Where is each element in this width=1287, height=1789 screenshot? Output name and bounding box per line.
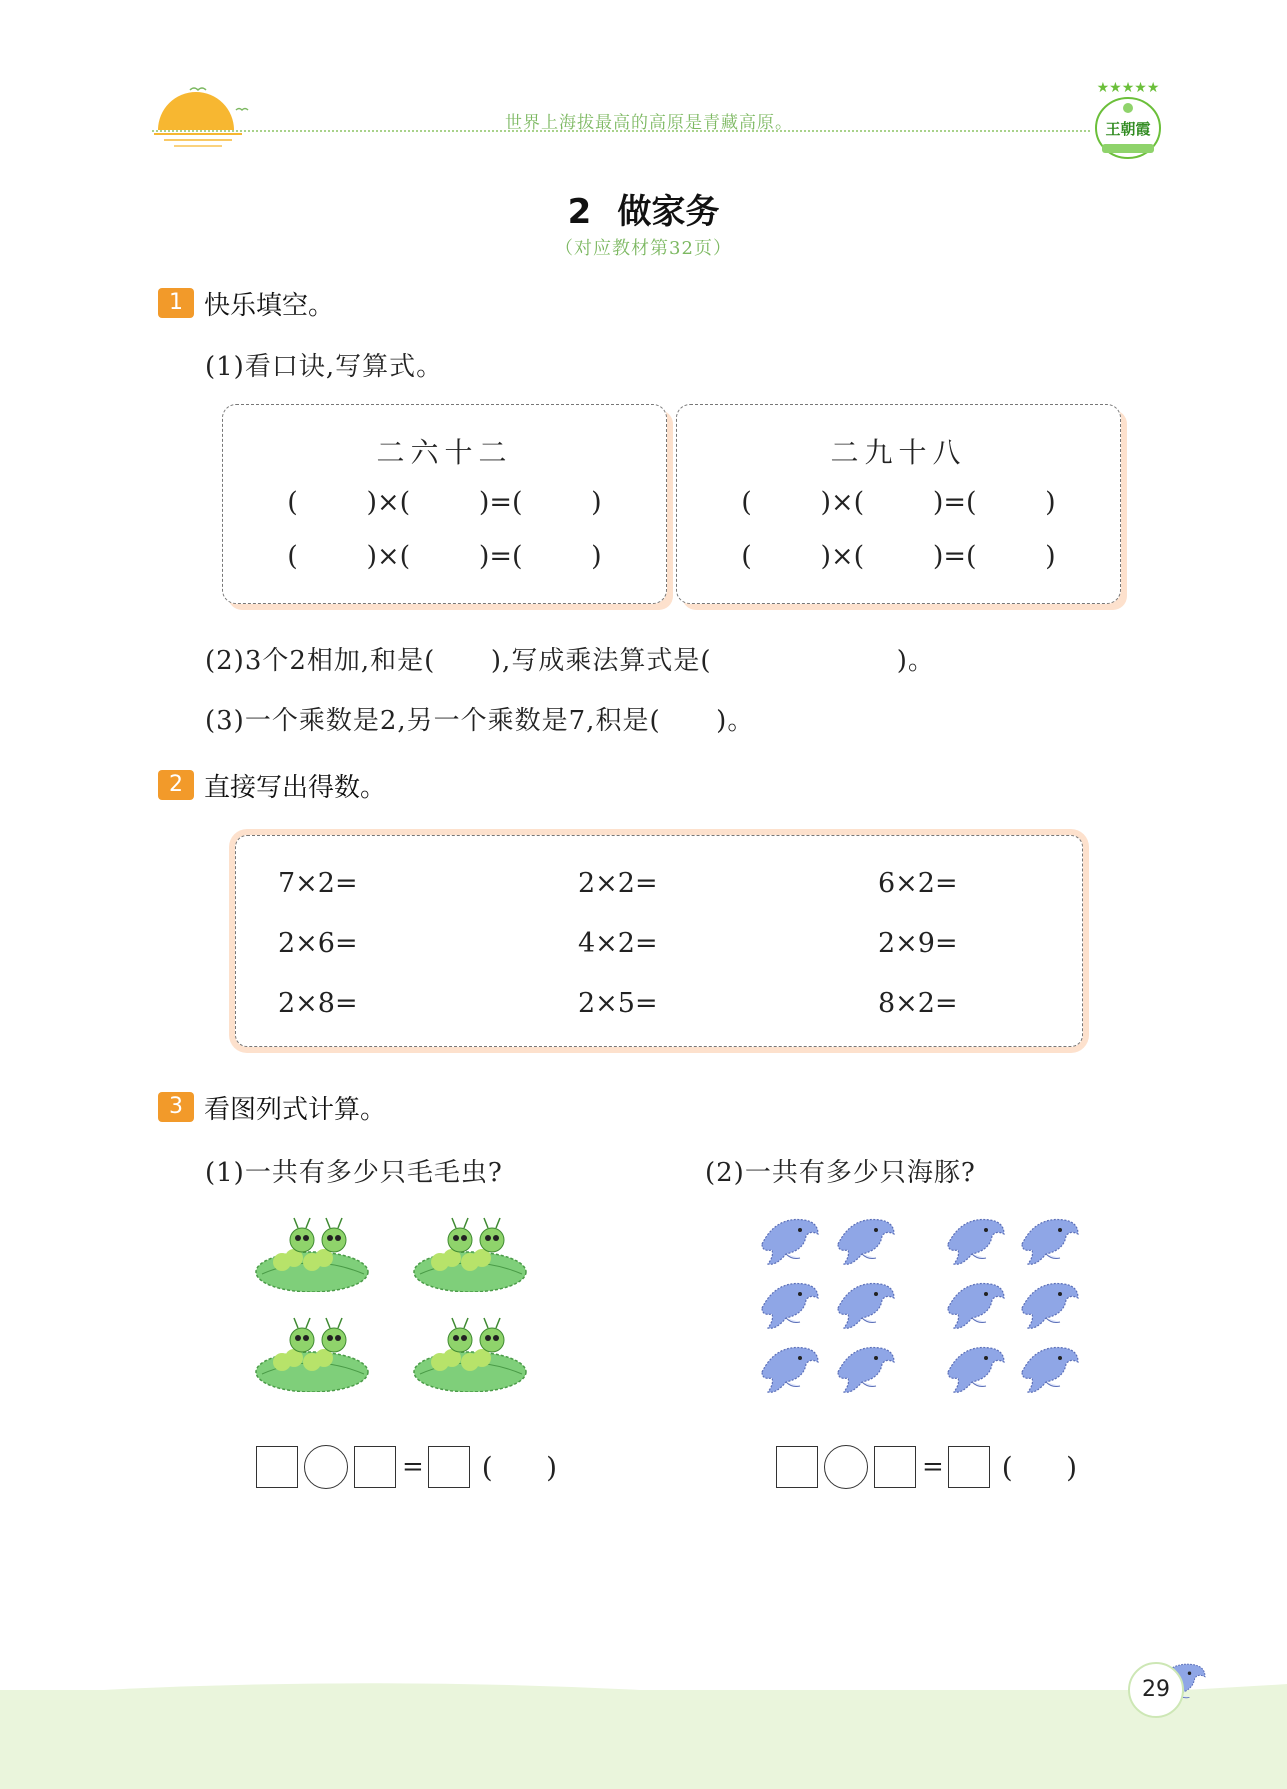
calc-item[interactable]: 2×8= (278, 988, 358, 1019)
answer-box[interactable] (256, 1446, 298, 1488)
result-box[interactable] (428, 1446, 470, 1488)
dolphin-icon (832, 1338, 898, 1396)
caterpillar-group (410, 1212, 530, 1292)
svg-text:★★★★★: ★★★★★ (1096, 80, 1160, 96)
dolphin-icon (942, 1274, 1008, 1332)
lesson-title: 做家务 (617, 192, 720, 232)
dolphin-icon (942, 1338, 1008, 1396)
result-box[interactable] (948, 1446, 990, 1488)
verse-right: 二九十八 (830, 436, 967, 469)
dolphin-icon (1016, 1338, 1082, 1396)
dolphin-icon (1016, 1210, 1082, 1268)
section-3-heading (158, 1092, 387, 1125)
dolphin-icon (1016, 1274, 1082, 1332)
question-3-1: (1)一共有多少只毛毛虫? (205, 1158, 503, 1188)
logo-text: 王朝霞 (1105, 120, 1151, 138)
section-2-title: 直接写出得数。 (204, 772, 387, 803)
lesson-number: 2 (567, 192, 592, 232)
verse-box-right (676, 404, 1121, 604)
footer-band (0, 1690, 1287, 1789)
calc-item[interactable]: 4×2= (578, 928, 658, 959)
textbook-reference: （对应教材第32页） (555, 238, 732, 259)
calc-item[interactable]: 2×2= (578, 868, 658, 899)
section-1-heading (158, 288, 335, 321)
page-title (0, 184, 1287, 233)
dolphin-icon (756, 1210, 822, 1268)
operator-circle[interactable] (824, 1445, 868, 1489)
dolphin-icon (832, 1210, 898, 1268)
verse-right-eq-1[interactable]: ( )×( )=( ) (741, 487, 1056, 518)
dolphin-icon (756, 1338, 822, 1396)
dolphin-icon (832, 1274, 898, 1332)
dolphin-icon (942, 1210, 1008, 1268)
sunset-icon (150, 82, 250, 152)
equals-sign: = (402, 1452, 424, 1482)
verse-box-left (222, 404, 667, 604)
caterpillar-group (410, 1312, 530, 1392)
equals-sign: = (922, 1452, 944, 1482)
calc-item[interactable]: 7×2= (278, 868, 358, 899)
answer-box[interactable] (874, 1446, 916, 1488)
calc-box (235, 835, 1083, 1047)
operator-circle[interactable] (304, 1445, 348, 1489)
answer-box[interactable] (354, 1446, 396, 1488)
section-2-badge: 2 (158, 770, 194, 800)
verse-left: 二六十二 (376, 436, 513, 469)
section-3-title: 看图列式计算。 (204, 1094, 387, 1125)
section-1-title: 快乐填空。 (204, 290, 335, 321)
section-1-badge: 1 (158, 288, 194, 318)
publisher-logo (1088, 78, 1168, 164)
page-number: 29 (1128, 1662, 1184, 1718)
section-2-heading (158, 770, 387, 803)
caterpillar-group (252, 1312, 372, 1392)
verse-left-eq-2[interactable]: ( )×( )=( ) (287, 541, 602, 572)
answer-row-caterpillars (256, 1444, 557, 1490)
section-3-badge: 3 (158, 1092, 194, 1122)
unit-blank[interactable]: ( ) (481, 1450, 558, 1484)
answer-box[interactable] (776, 1446, 818, 1488)
dolphin-icon (756, 1274, 822, 1332)
header-fact: 世界上海拔最高的高原是青藏高原。 (505, 113, 793, 133)
question-1-2[interactable]: (2)3个2相加,和是( ),写成乘法算式是( )。 (205, 646, 935, 676)
caterpillar-group (252, 1212, 372, 1292)
question-1-1: (1)看口诀,写算式。 (205, 352, 444, 382)
calc-item[interactable]: 2×6= (278, 928, 358, 959)
unit-blank[interactable]: ( ) (1001, 1450, 1078, 1484)
calc-item[interactable]: 6×2= (878, 868, 958, 899)
calc-item[interactable]: 8×2= (878, 988, 958, 1019)
question-3-2: (2)一共有多少只海豚? (705, 1158, 976, 1188)
verse-left-eq-1[interactable]: ( )×( )=( ) (287, 487, 602, 518)
calc-item[interactable]: 2×5= (578, 988, 658, 1019)
answer-row-dolphins (776, 1444, 1077, 1490)
verse-right-eq-2[interactable]: ( )×( )=( ) (741, 541, 1056, 572)
question-1-3[interactable]: (3)一个乘数是2,另一个乘数是7,积是( )。 (205, 706, 755, 736)
calc-item[interactable]: 2×9= (878, 928, 958, 959)
